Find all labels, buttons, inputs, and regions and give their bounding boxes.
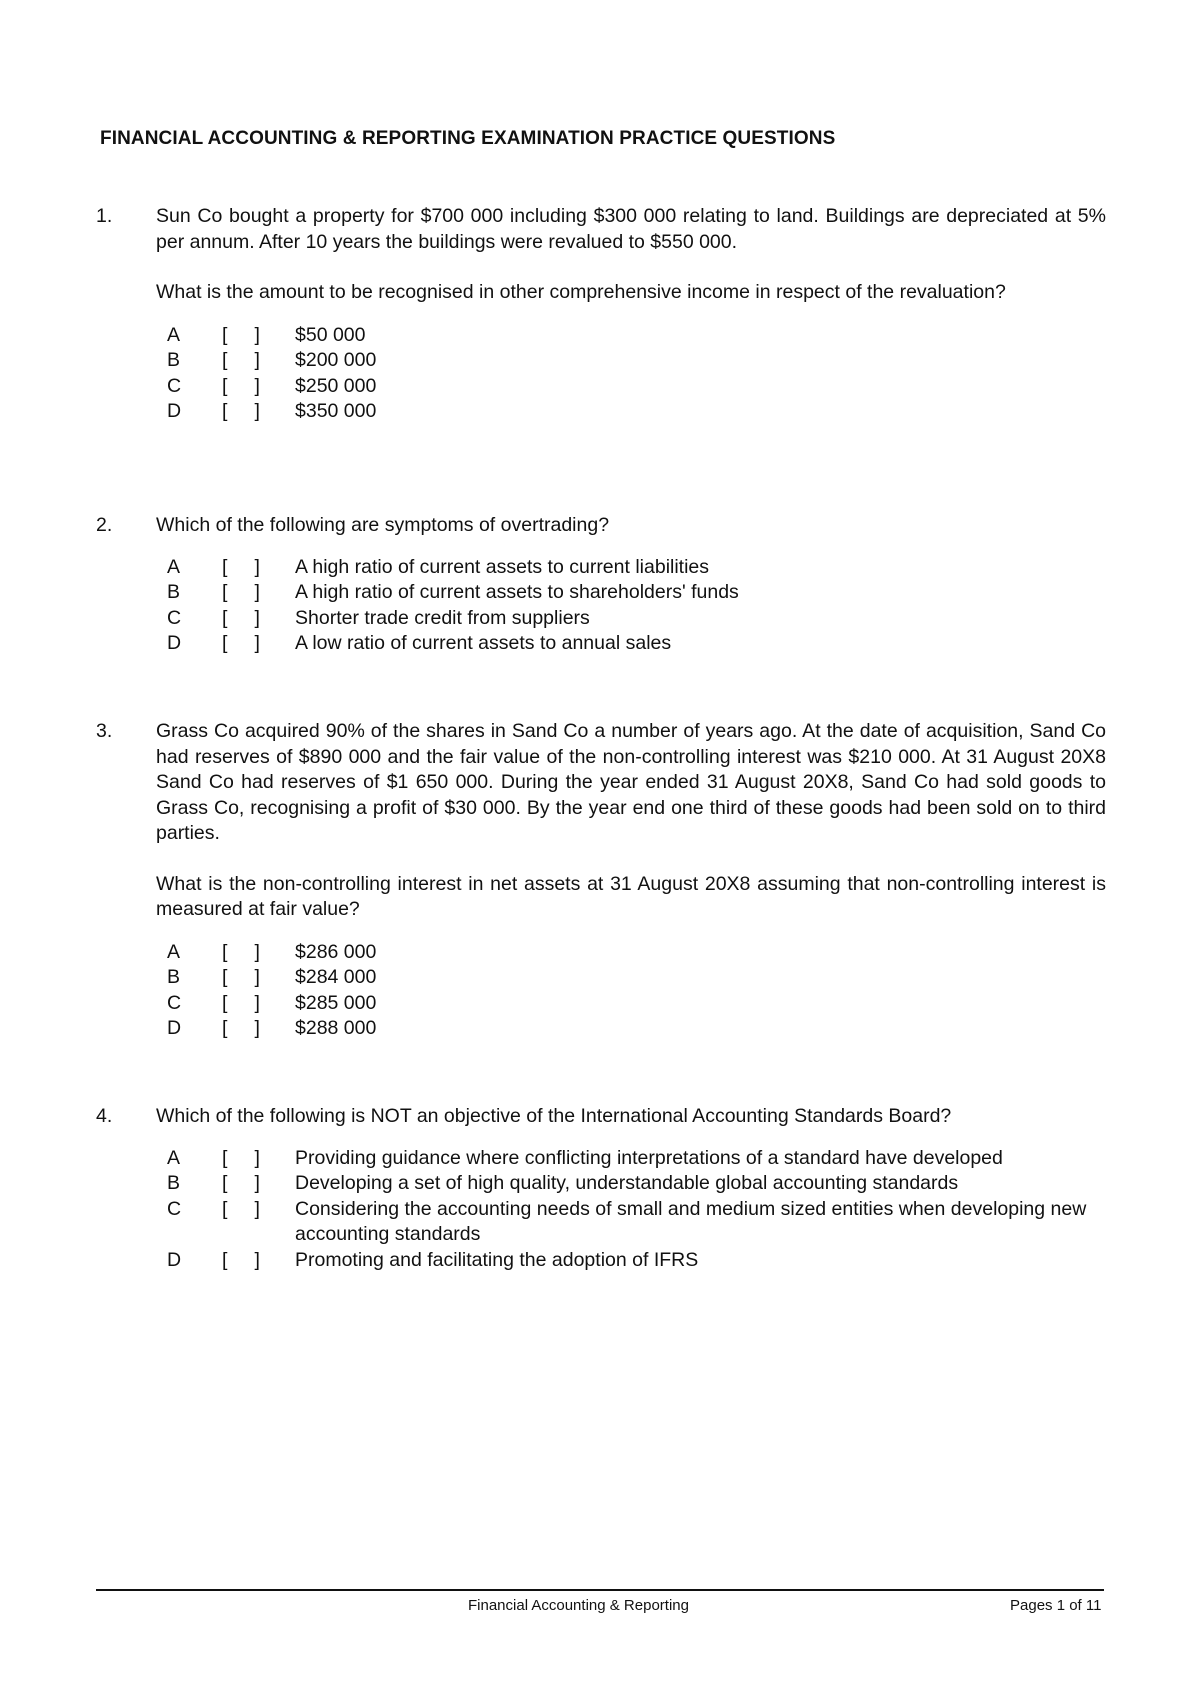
answer-option-b[interactable] [156, 348, 1106, 374]
question-3 [96, 719, 1106, 1042]
question-1 [96, 204, 1106, 425]
option-letter: C [167, 991, 182, 1014]
answer-checkbox[interactable]: [ ] [222, 991, 260, 1014]
page-number: Pages 1 of 11 [1010, 1597, 1102, 1614]
answer-option-a[interactable] [156, 555, 1106, 581]
option-letter: A [167, 323, 181, 346]
option-text: Shorter trade credit from suppliers [295, 606, 590, 629]
option-text: A low ratio of current assets to annual sales [295, 632, 672, 654]
answer-checkbox[interactable]: [ ] [222, 1017, 260, 1039]
option-text: $286 000 [295, 940, 377, 963]
answer-checkbox[interactable]: [ ] [222, 966, 260, 988]
answer-options [156, 555, 1106, 657]
answer-option-c[interactable] [156, 374, 1106, 400]
question-body [156, 719, 1106, 1042]
option-text: Providing guidance where conflicting interpretations of a standard have developed [295, 1146, 1003, 1169]
answer-option-c[interactable] [156, 991, 1106, 1017]
option-text: $288 000 [295, 1017, 377, 1039]
option-letter: A [167, 1146, 181, 1169]
answer-checkbox[interactable]: [ ] [222, 940, 260, 963]
question-text: Which of the following are symptoms of overtrading? [156, 514, 610, 536]
option-letter: A [167, 940, 181, 963]
answer-checkbox[interactable]: [ ] [222, 349, 260, 371]
question-prompt: What is the non-controlling interest in net assets at 31 August 20X8 assuming that non-controlling interest is measured at fair value? [156, 872, 1106, 920]
question-text: Sun Co bought a property for $700 000 including $300 000 relating to land. Buildings are depreciated at 5% per annum. After 10 years the buildings were revalued to $550 000. [156, 205, 1106, 253]
question-4 [96, 1104, 1106, 1273]
answer-checkbox[interactable]: [ ] [222, 1172, 260, 1194]
answer-option-d[interactable] [156, 399, 1106, 425]
answer-option-b[interactable] [156, 1171, 1106, 1197]
answer-checkbox[interactable]: [ ] [222, 1248, 260, 1271]
answer-option-b[interactable] [156, 580, 1106, 606]
answer-option-d[interactable] [156, 1248, 1106, 1274]
question-text: Grass Co acquired 90% of the shares in Sand Co a number of years ago. At the date of acquisition, Sand Co had reserves of $890 000 and the fair value of the non-controlling interest was $210 000. At 31 August 20X8 Sand Co had reserves of $1 650 000. During the year ended 31 August 20X8, Sand Co had sold goods to Grass Co, recognising a profit of $30 000. By the year end one third of these goods had been sold on to third parties. [156, 720, 1106, 844]
answer-checkbox[interactable]: [ ] [222, 400, 260, 422]
option-letter: B [167, 349, 181, 371]
answer-checkbox[interactable]: [ ] [222, 581, 260, 603]
question-body [156, 204, 1106, 425]
option-text: A high ratio of current assets to current liabilities [295, 555, 710, 578]
option-letter: D [167, 632, 182, 654]
answer-option-d[interactable] [156, 1016, 1106, 1042]
answer-options [156, 940, 1106, 1042]
answer-checkbox[interactable]: [ ] [222, 1197, 260, 1220]
option-text: $284 000 [295, 966, 377, 988]
answer-checkbox[interactable]: [ ] [222, 323, 260, 346]
answer-checkbox[interactable]: [ ] [222, 374, 260, 397]
option-letter: B [167, 581, 181, 603]
answer-checkbox[interactable]: [ ] [222, 632, 260, 654]
option-letter: D [167, 1017, 182, 1039]
option-letter: D [167, 1248, 182, 1271]
answer-checkbox[interactable]: [ ] [222, 555, 260, 578]
answer-checkbox[interactable]: [ ] [222, 606, 260, 629]
answer-options [156, 323, 1106, 425]
option-text: $350 000 [295, 400, 377, 422]
option-letter: C [167, 1197, 182, 1220]
option-letter: B [167, 966, 181, 988]
answer-option-d[interactable] [156, 631, 1106, 657]
question-2 [96, 513, 1106, 657]
question-number: 3. [96, 720, 113, 742]
option-text: Considering the accounting needs of small and medium sized entities when developing new accounting standards [295, 1197, 1087, 1245]
answer-option-b[interactable] [156, 965, 1106, 991]
question-body [156, 1104, 1106, 1273]
option-text: $200 000 [295, 349, 377, 371]
option-text: $285 000 [295, 991, 377, 1014]
answer-option-a[interactable] [156, 323, 1106, 349]
answer-option-a[interactable] [156, 940, 1106, 966]
option-text: Developing a set of high quality, understandable global accounting standards [295, 1172, 959, 1194]
footer-title: Financial Accounting & Reporting [468, 1597, 689, 1614]
question-body [156, 513, 1106, 657]
answer-checkbox[interactable]: [ ] [222, 1146, 260, 1169]
answer-option-a[interactable] [156, 1146, 1106, 1172]
answer-options [156, 1146, 1106, 1274]
option-letter: D [167, 400, 182, 422]
footer-divider [96, 1589, 1104, 1591]
option-letter: B [167, 1172, 181, 1194]
option-text: $50 000 [295, 323, 366, 346]
answer-option-c[interactable] [156, 606, 1106, 632]
option-text: Promoting and facilitating the adoption of IFRS [295, 1248, 699, 1271]
option-text: A high ratio of current assets to shareholders' funds [295, 581, 739, 603]
answer-option-c[interactable] [156, 1197, 1106, 1248]
question-number: 4. [96, 1105, 113, 1127]
option-letter: C [167, 374, 182, 397]
option-letter: A [167, 555, 181, 578]
question-number: 1. [96, 205, 113, 227]
option-letter: C [167, 606, 182, 629]
document-title: FINANCIAL ACCOUNTING & REPORTING EXAMINATION PRACTICE QUESTIONS [100, 128, 836, 149]
question-text: Which of the following is NOT an objective of the International Accounting Standards Board? [156, 1105, 952, 1127]
question-prompt: What is the amount to be recognised in other comprehensive income in respect of the revaluation? [156, 281, 1006, 303]
question-number: 2. [96, 514, 113, 536]
option-text: $250 000 [295, 374, 377, 397]
